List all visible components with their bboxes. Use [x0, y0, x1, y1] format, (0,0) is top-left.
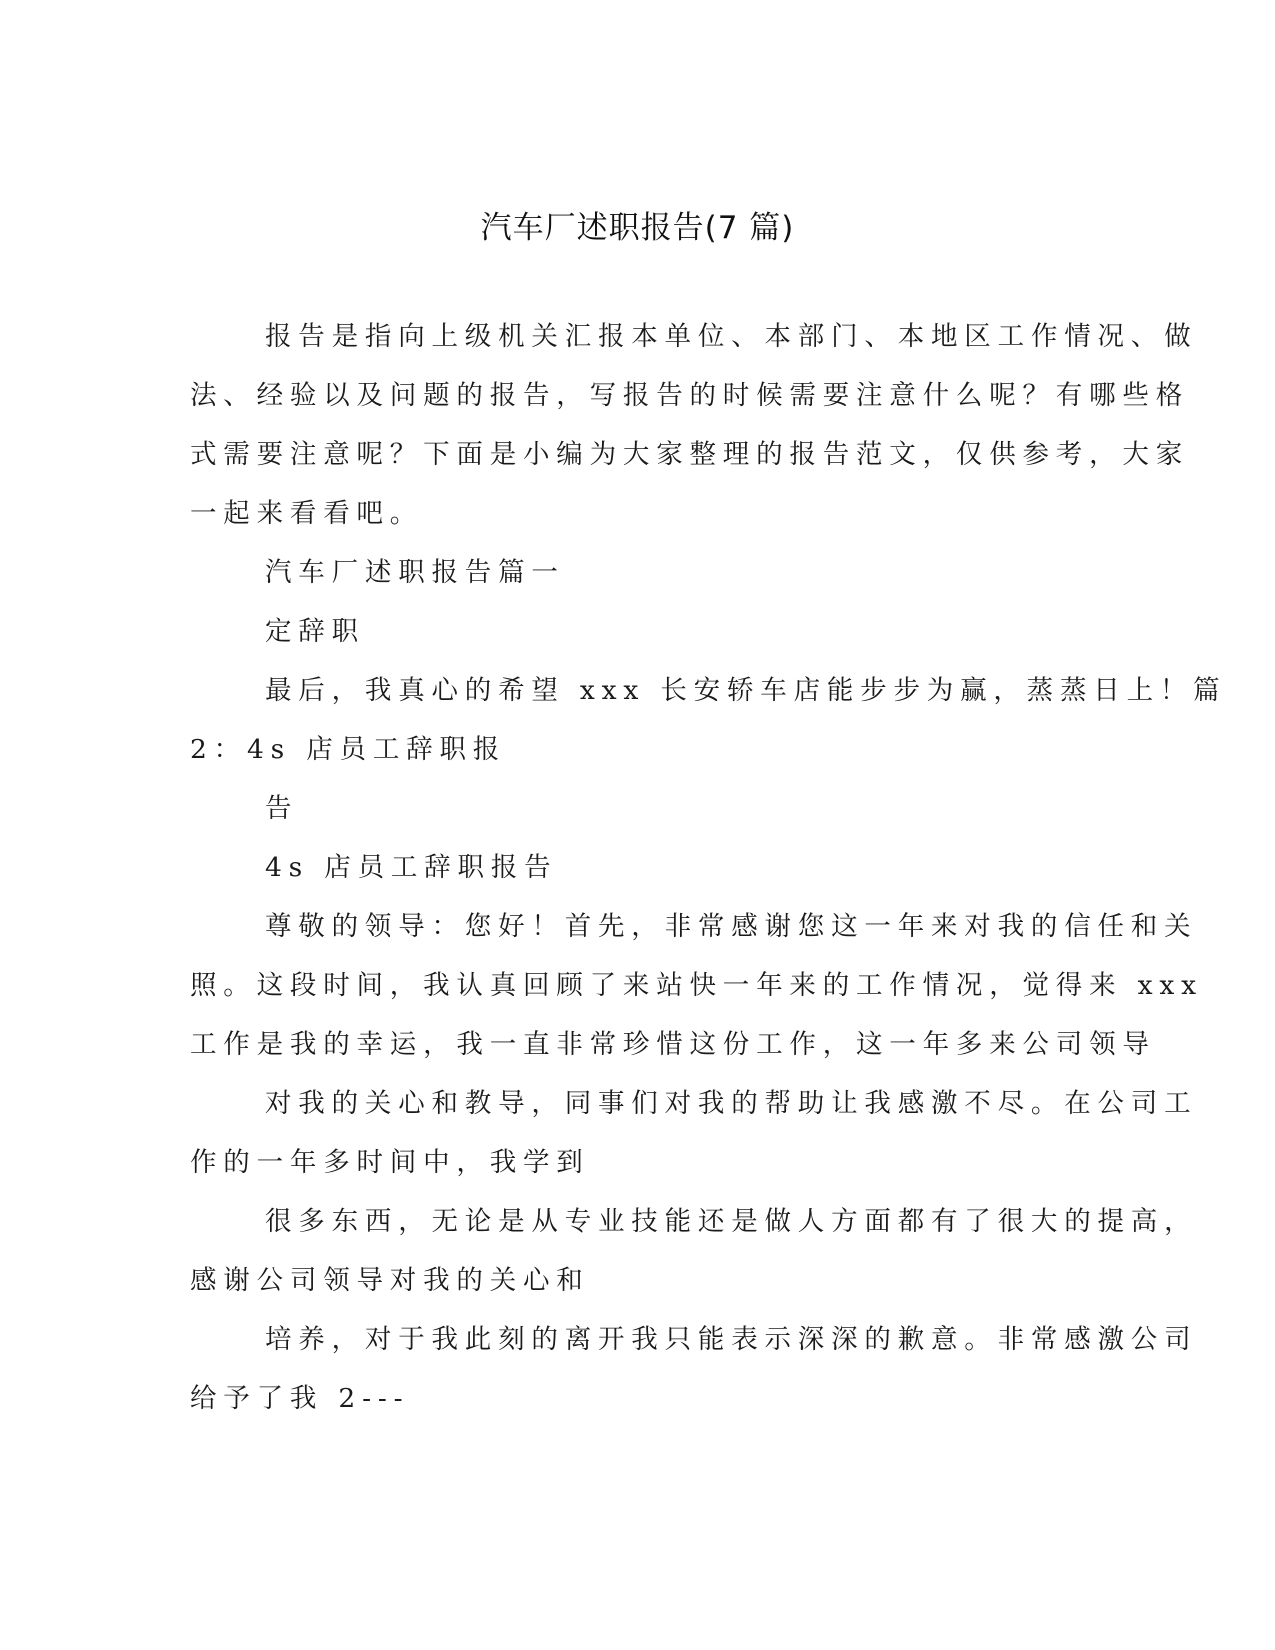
paragraph-line: 一起来看看吧。	[190, 498, 424, 529]
paragraph-line: 很多东西，无论是从专业技能还是做人方面都有了很大的提高，	[265, 1206, 1198, 1237]
document-title: 汽车厂述职报告(7 篇)	[480, 210, 795, 246]
paragraph-line: 最后，我真心的希望 xxx 长安轿车店能步步为赢，蒸蒸日上！篇	[265, 675, 1227, 706]
paragraph-line: 感谢公司领导对我的关心和	[190, 1265, 590, 1296]
paragraph-line: 作的一年多时间中，我学到	[190, 1147, 590, 1178]
paragraph-line: 照。这段时间，我认真回顾了来站快一年来的工作情况，觉得来 xxx	[190, 970, 1203, 1001]
paragraph-line: 尊敬的领导：您好！首先，非常感谢您这一年来对我的信任和关	[265, 911, 1198, 942]
paragraph-line: 法、经验以及问题的报告，写报告的时候需要注意什么呢？有哪些格	[190, 380, 1189, 411]
paragraph-line: 告	[265, 793, 299, 824]
paragraph-line: 式需要注意呢？下面是小编为大家整理的报告范文，仅供参考，大家	[190, 439, 1189, 470]
paragraph-line: 培养，对于我此刻的离开我只能表示深深的歉意。非常感激公司	[265, 1324, 1198, 1355]
section-heading: 4s 店员工辞职报告	[265, 852, 558, 883]
paragraph-line: 2：4s 店员工辞职报	[190, 734, 507, 765]
paragraph-line: 报告是指向上级机关汇报本单位、本部门、本地区工作情况、做	[265, 321, 1198, 352]
section-heading: 汽车厂述职报告篇一	[265, 557, 565, 588]
paragraph-line: 工作是我的幸运，我一直非常珍惜这份工作，这一年多来公司领导	[190, 1029, 1156, 1060]
paragraph-line: 定辞职	[265, 616, 365, 647]
paragraph-line: 给予了我 2---	[190, 1383, 410, 1414]
paragraph-line: 对我的关心和教导，同事们对我的帮助让我感激不尽。在公司工	[265, 1088, 1198, 1119]
